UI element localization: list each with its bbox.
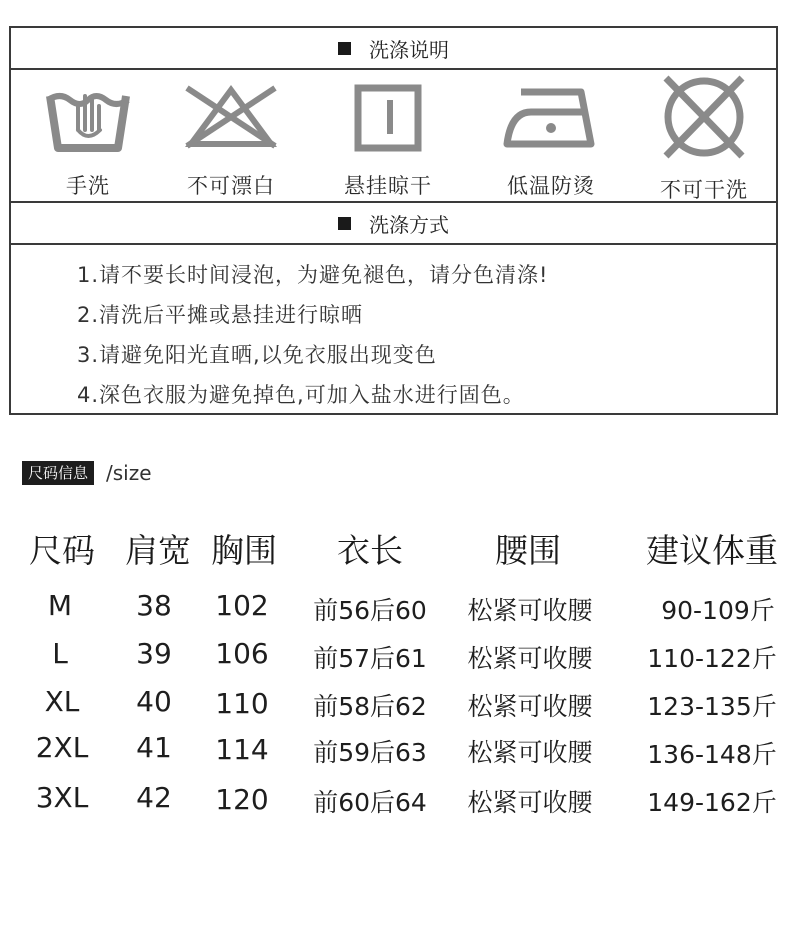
cell-size: M	[47, 589, 73, 622]
cell-size: XL	[44, 685, 80, 718]
cell-chest: 120	[215, 783, 269, 816]
cell-shoulder: 41	[136, 731, 172, 764]
method-item: 2.清洗后平摊或悬挂进行晾晒	[77, 303, 364, 327]
header-waist: 腰围	[495, 531, 561, 570]
cell-weight: 110-122斤	[647, 644, 777, 673]
cell-length: 前59后63	[313, 738, 427, 767]
cell-size: L	[52, 637, 68, 670]
cell-length: 前57后61	[313, 644, 427, 673]
size-subtitle: /size	[106, 461, 152, 485]
methods-title-bar	[11, 201, 776, 245]
size-heading	[22, 461, 152, 485]
size-tag: 尺码信息	[22, 461, 94, 485]
header-length: 衣长	[337, 531, 403, 570]
methods-title: 洗涤方式	[369, 212, 449, 237]
care-icon-cell	[486, 70, 616, 201]
method-item: 4.深色衣服为避免掉色,可加入盐水进行固色。	[77, 383, 525, 407]
hand-wash-icon	[40, 82, 136, 154]
header-size: 尺码	[29, 531, 95, 570]
care-icon-cell	[639, 70, 769, 201]
care-title-bar	[11, 28, 776, 70]
cell-waist: 松紧可收腰	[467, 644, 593, 673]
method-item: 3.请避免阳光直晒,以免衣服出现变色	[77, 343, 437, 367]
cell-shoulder: 40	[136, 685, 172, 718]
square-bullet-icon	[338, 217, 351, 230]
cell-chest: 110	[215, 687, 269, 720]
no-bleach-label: 不可漂白	[187, 174, 275, 198]
care-icon-cell	[323, 70, 453, 201]
low-iron-label: 低温防烫	[507, 174, 595, 198]
cell-weight: 90-109斤	[661, 596, 775, 625]
cell-waist: 松紧可收腰	[467, 788, 593, 817]
square-bullet-icon	[338, 42, 351, 55]
hand-wash-label: 手洗	[66, 174, 110, 198]
washing-methods-list	[11, 243, 776, 413]
cell-size: 3XL	[35, 781, 89, 814]
hang-dry-icon	[352, 82, 424, 154]
no-bleach-icon	[181, 82, 281, 152]
cell-waist: 松紧可收腰	[467, 596, 593, 625]
cell-chest: 114	[215, 733, 269, 766]
header-shoulder: 肩宽	[125, 531, 191, 570]
cell-shoulder: 38	[136, 589, 172, 622]
header-chest: 胸围	[211, 531, 277, 570]
care-icon-cell	[166, 70, 296, 201]
header-weight: 建议体重	[646, 531, 778, 570]
cell-shoulder: 39	[136, 637, 172, 670]
cell-chest: 106	[215, 637, 269, 670]
cell-waist: 松紧可收腰	[467, 738, 593, 767]
cell-length: 前58后62	[313, 692, 427, 721]
cell-weight: 123-135斤	[647, 692, 777, 721]
hang-dry-label: 悬挂晾干	[344, 174, 432, 198]
care-title: 洗涤说明	[369, 37, 449, 62]
cell-weight: 149-162斤	[647, 788, 777, 817]
cell-length: 前56后60	[313, 596, 427, 625]
cell-chest: 102	[215, 589, 269, 622]
cell-shoulder: 42	[136, 781, 172, 814]
no-dry-clean-icon	[654, 72, 754, 162]
cell-size: 2XL	[35, 731, 89, 764]
care-icon-cell	[23, 70, 153, 201]
cell-waist: 松紧可收腰	[467, 692, 593, 721]
care-instructions-box	[9, 26, 778, 415]
low-iron-icon	[501, 82, 601, 154]
cell-weight: 136-148斤	[647, 740, 777, 769]
care-icons-row	[11, 70, 776, 201]
method-item: 1.请不要长时间浸泡，为避免褪色，请分色清涤!	[77, 263, 549, 287]
cell-length: 前60后64	[313, 788, 427, 817]
no-dry-clean-label: 不可干洗	[660, 178, 748, 202]
